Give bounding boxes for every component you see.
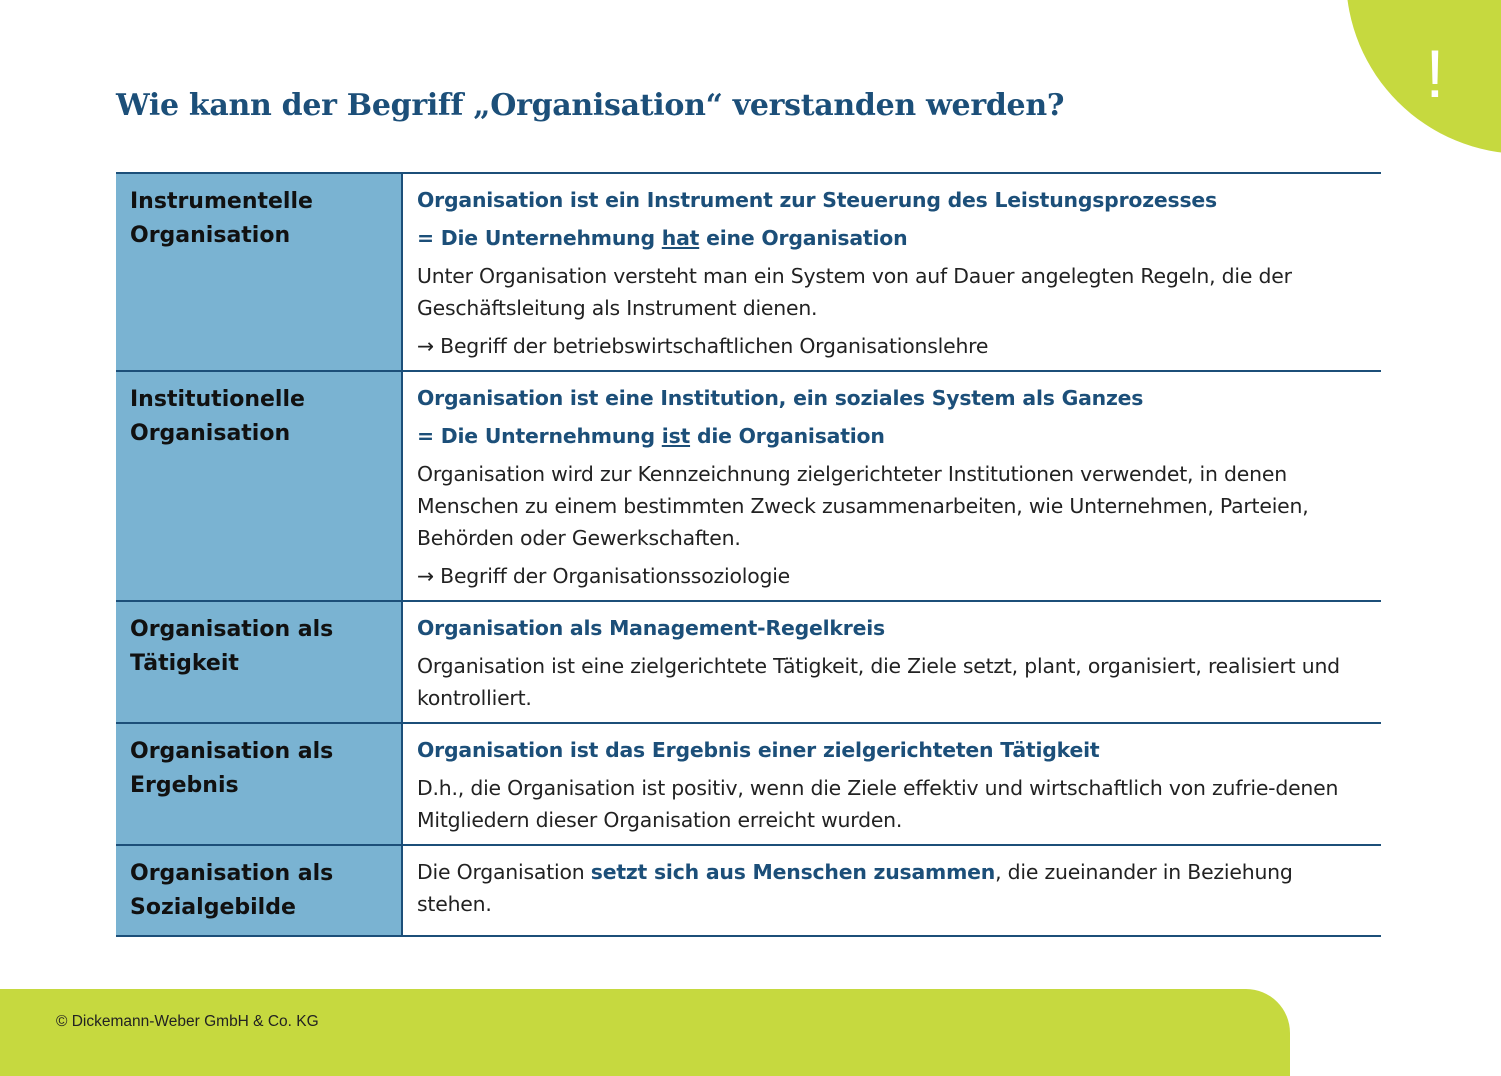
text-after: , die zueinander in Beziehung stehen. xyxy=(417,860,1293,916)
row-label: Institutionelle Organisation xyxy=(116,371,402,601)
row-label: Organisation als Ergebnis xyxy=(116,723,402,845)
row-reference: → Begriff der Organisationssoziologie xyxy=(417,564,791,588)
row-label: Organisation als Sozialgebilde xyxy=(116,845,402,936)
table-row xyxy=(116,601,1381,723)
row-description: D.h., die Organisation ist positiv, wenn die Ziele effektiv und wirtschaftlich von zufrie-denen Mitgliedern dieser Organisation erreicht wurden. xyxy=(417,776,1339,832)
row-content xyxy=(402,845,1381,936)
row-label: Organisation als Tätigkeit xyxy=(116,601,402,723)
row-description: Unter Organisation versteht man ein System von auf Dauer angelegten Regeln, die der Geschäftsleitung als Instrument dienen. xyxy=(417,264,1292,320)
page-title: Wie kann der Begriff „Organisation“ verstanden werden? xyxy=(116,88,1065,123)
text-emphasis: setzt sich aus Menschen zusammen xyxy=(590,860,996,884)
table-row xyxy=(116,173,1381,371)
table-row xyxy=(116,371,1381,601)
equation-emphasis: ist xyxy=(661,424,691,448)
row-label: Instrumentelle Organisation xyxy=(116,173,402,371)
definitions-table xyxy=(116,172,1381,937)
equation-suffix: die Organisation xyxy=(690,424,885,448)
table-row xyxy=(116,723,1381,845)
text-before: Die Organisation xyxy=(417,860,591,884)
row-heading: Organisation ist das Ergebnis einer zielgerichteten Tätigkeit xyxy=(417,738,1100,762)
row-equation xyxy=(417,222,1367,254)
row-description: Organisation ist eine zielgerichtete Tätigkeit, die Ziele setzt, plant, organisiert, realisiert und kontrolliert. xyxy=(417,654,1340,710)
row-content xyxy=(402,601,1381,723)
exclamation-icon: ! xyxy=(1425,36,1445,112)
equation-suffix: eine Organisation xyxy=(699,226,908,250)
table-row xyxy=(116,845,1381,936)
row-heading: Organisation als Management-Regelkreis xyxy=(417,616,885,640)
row-description xyxy=(417,856,1367,920)
equation-prefix: = Die Unternehmung xyxy=(417,226,662,250)
equation-emphasis: hat xyxy=(661,226,700,250)
row-reference: → Begriff der betriebswirtschaftlichen Organisationslehre xyxy=(417,334,989,358)
footer-bar xyxy=(0,989,1290,1076)
row-content xyxy=(402,371,1381,601)
row-content xyxy=(402,173,1381,371)
row-heading: Organisation ist ein Instrument zur Steuerung des Leistungsprozesses xyxy=(417,188,1217,212)
row-equation xyxy=(417,420,1367,452)
equation-prefix: = Die Unternehmung xyxy=(417,424,662,448)
row-heading: Organisation ist eine Institution, ein soziales System als Ganzes xyxy=(417,386,1144,410)
row-content xyxy=(402,723,1381,845)
row-description: Organisation wird zur Kennzeichnung zielgerichteter Institutionen verwendet, in denen Menschen zu einem bestimmten Zweck zusammenarbeiten, wie Unternehmen, Parteien, Behörden oder Gewerkschaften. xyxy=(417,462,1309,550)
copyright-text: © Dickemann-Weber GmbH & Co. KG xyxy=(56,1013,319,1030)
